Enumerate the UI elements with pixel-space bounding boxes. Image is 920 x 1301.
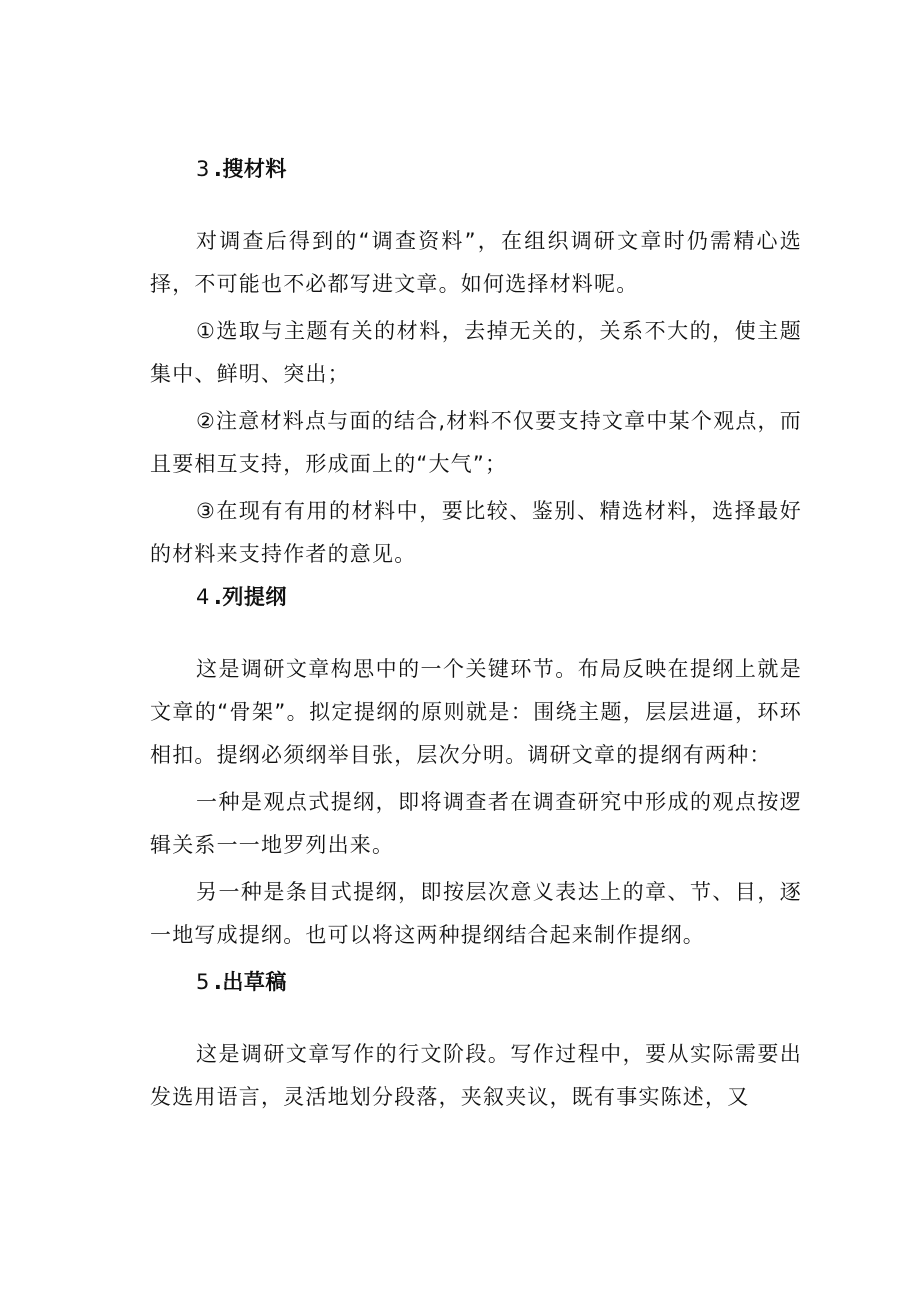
paragraph: 一种是观点式提纲，即将调查者在调查研究中形成的观点按逻辑关系一一地罗列出来。 [150, 790, 802, 857]
section-title: .列提纲 [213, 585, 287, 609]
section-heading-4 [150, 576, 802, 618]
document-body [150, 148, 802, 1119]
paragraph: ②注意材料点与面的结合,材料不仅要支持文章中某个观点，而且要相互支持，形成面上的“大气”； [150, 409, 802, 476]
section-number: 5 [196, 970, 210, 994]
spacer [150, 190, 802, 220]
section-title: .搜材料 [213, 157, 287, 181]
paragraph: 这是调研文章构思中的一个关键环节。布局反映在提纲上就是文章的“骨架”。拟定提纲的原则就是：围绕主题，层层进逼，环环相扣。提纲必须纲举目张，层次分明。调研文章的提纲有两种： [150, 657, 802, 767]
spacer [150, 618, 802, 648]
section-heading-3 [150, 148, 802, 190]
paragraph: ③在现有有用的材料中，要比较、鉴别、精选材料，选择最好的材料来支持作者的意见。 [150, 499, 802, 566]
paragraph: 另一种是条目式提纲，即按层次意义表达上的章、节、目，逐一地写成提纲。也可以将这两种提纲结合起来制作提纲。 [150, 880, 802, 947]
spacer [150, 1003, 802, 1033]
paragraph: ①选取与主题有关的材料，去掉无关的，关系不大的，使主题集中、鲜明、突出； [150, 319, 802, 386]
section-title: .出草稿 [213, 970, 287, 994]
paragraph: 对调查后得到的“调查资料”，在组织调研文章时仍需精心选择，不可能也不必都写进文章。如何选择材料呢。 [150, 229, 802, 296]
paragraph: 这是调研文章写作的行文阶段。写作过程中，要从实际需要出发选用语言，灵活地划分段落，夹叙夹议，既有事实陈述，又 [150, 1042, 802, 1109]
section-number: 4 [196, 585, 210, 609]
section-heading-5 [150, 961, 802, 1003]
section-number: 3 [196, 157, 210, 181]
